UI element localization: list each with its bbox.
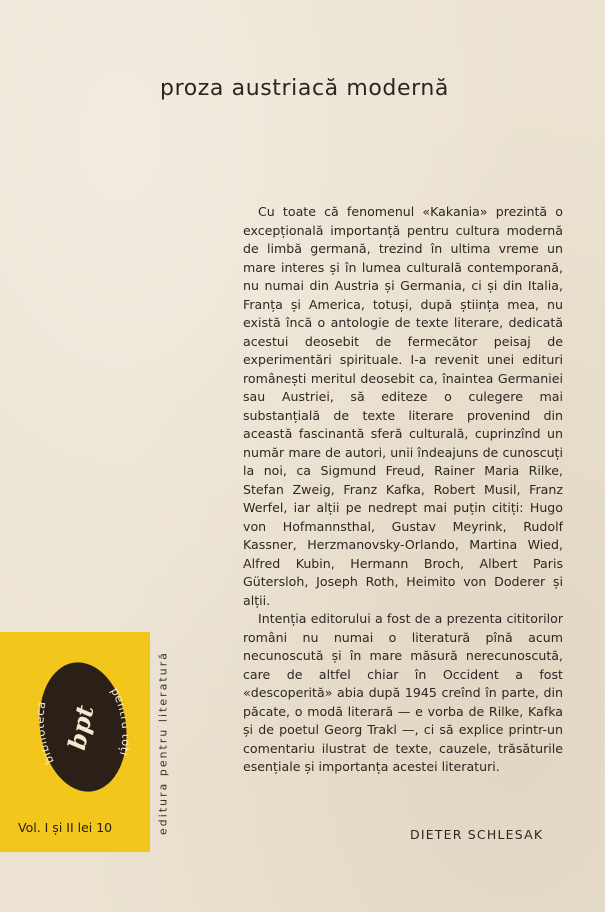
logo-top-text: biblioteca <box>32 699 57 767</box>
svg-text:pentru toți <box>107 684 134 759</box>
bpt-logo-icon <box>31 657 134 798</box>
logo-bottom-text: pentru toți <box>108 684 134 758</box>
logo-center-text: bpt <box>61 702 100 753</box>
author-signature: DIETER SCHLESAK <box>410 827 544 842</box>
back-cover-text <box>243 203 563 777</box>
series-logo-block <box>0 632 150 852</box>
publisher-vertical <box>155 633 171 853</box>
paragraph-2: Intenția editorului a fost de a prezenta cititorilor români nu numai o literatură pînă acum necunoscută și în mare măsură nerecunoscută, care de altfel chiar în Occident a fost «descoperită» abia după 1945 creînd în parte, din păcate, o modă literară — e vorba de Rilke, Kafka și de poetul Georg Trakl —, ci să explice printr-un comentariu ilustrat de texte, cauzele, trăsăturile esențiale și importanța acestei literaturi. <box>243 611 563 774</box>
volume-price-label: Vol. I și II lei 10 <box>18 820 113 835</box>
publisher-name: editura pentru literatură <box>156 651 170 835</box>
svg-text:biblioteca <box>31 698 57 767</box>
paragraph-1: Cu toate că fenomenul «Kakania» prezintă o excepțională importanță pentru cultura modernă de limbă germană, trezind în ultima vreme un mare interes și în lumea culturală contemporană, nu numai din Austria și Germania, ci și din Italia, Franța și America, totuși, după știința mea, nu există încă o antologie de texte literare, dedicată acestui deosebit de fermecător peisaj de experimentări spirituale. I-a revenit unei edituri românești meritul deosebit ca, înaintea Germaniei sau Austriei, să editeze o culegere mai substanțială de texte literare provenind din această fascinantă sferă culturală, cuprinzînd un număr mare de autori, unii îndeajuns de cunoscuți la noi, ca Sigmund Freud, Rainer Maria Rilke, Stefan Zweig, Franz Kafka, Robert Musil, Franz Werfel, iar alții pe nedrept mai puțin citiți: Hugo von Hofmannsthal, Gustav Meyrink, Rudolf Kassner, Herzmanovsky-Orlando, Martina Wied, Alfred Kubin, Hermann Broch, Albert Paris Gütersloh, Joseph Roth, Heimito von Doderer și alții. <box>243 204 563 608</box>
book-title: proza austriacă modernă <box>160 76 450 101</box>
bpt-logo-oval <box>31 657 134 798</box>
